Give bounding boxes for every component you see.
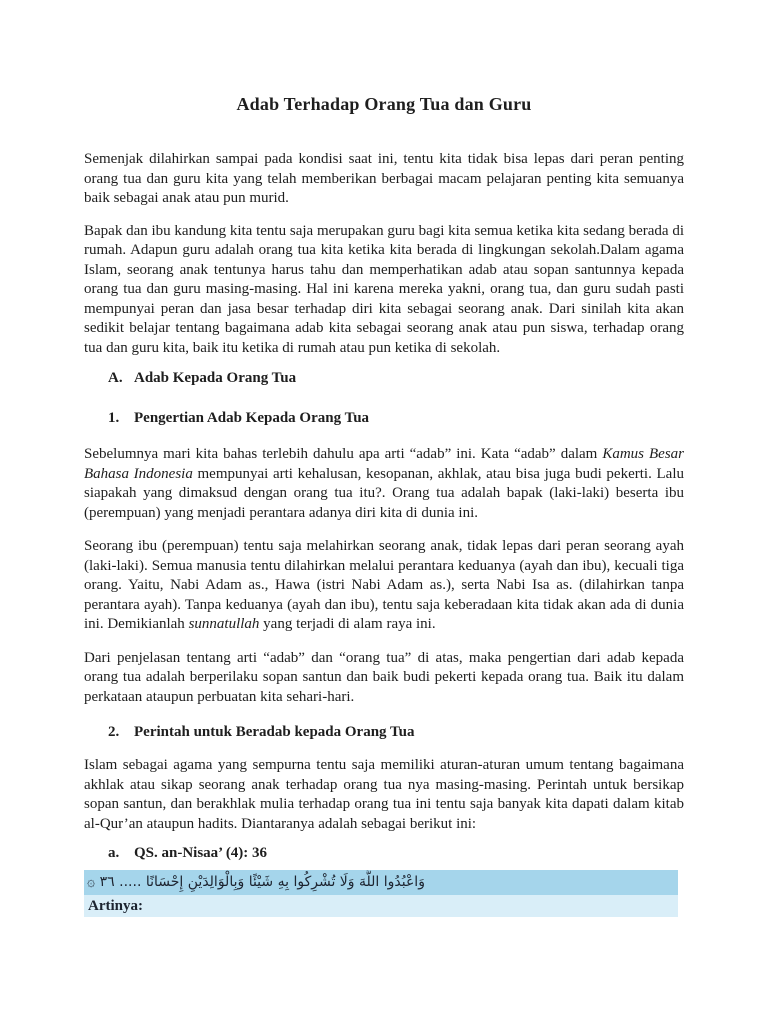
paragraph-conclusion: Dari penjelasan tentang arti “adab” dan “orang tua” di atas, maka pengertian dari adab kepada orang tua adalah berperilaku sopan santun dan baik budi pekerti kepada orang tua. Baik itu dalam perkataan ataupun perbuatan kita sehari-hari. bbox=[84, 649, 684, 705]
heading-sub-2-text: Perintah untuk Beradab kepada Orang Tua bbox=[134, 724, 415, 740]
translation-label: Artinya: bbox=[88, 898, 143, 914]
quran-translation-band bbox=[84, 895, 678, 917]
document-title: Adab Terhadap Orang Tua dan Guru bbox=[236, 94, 532, 114]
heading-section-a-text: Adab Kepada Orang Tua bbox=[134, 370, 297, 386]
heading-sub-2 bbox=[84, 723, 684, 742]
heading-section-a-label: A. bbox=[108, 370, 123, 386]
paragraph-roles: Bapak dan ibu kandung kita tentu saja merupakan guru bagi kita semua ketika kita sedang berada di rumah. Adapun guru adalah orang tua kita ketika kita berada di lingkungan sekolah.Dalam agama Islam, seorang anak tentunya harus tahu dan memperhatikan adab atau sopan santunnya kepada orang tua dan guru masing-masing. Hal ini karena mereka yakni, orang tua, dan guru sudah pasti mempunyai peran dan jasa besar terhadap diri kita sebagai seorang anak. Dari sinilah kita akan sedikit belajar tentang bagaimana adab kita sebagai seorang anak atau pun siswa, terhadap orang tua dan guru kita, baik itu ketika di rumah atau pun ketika di sekolah. bbox=[84, 222, 684, 356]
heading-verse-text: QS. an-Nisaa’ (4): 36 bbox=[134, 845, 268, 861]
heading-verse-label: a. bbox=[108, 845, 120, 861]
heading-verse bbox=[84, 844, 684, 863]
heading-sub-1-label: 1. bbox=[108, 410, 120, 426]
heading-sub-1 bbox=[84, 409, 684, 428]
paragraph-commands: Islam sebagai agama yang sempurna tentu saja memiliki aturan-aturan umum tentang bagaimana akhlak atau sikap seorang anak terhadap orang tua nya masing-masing. Perintah untuk bersikap sopan santun, dan berakhlak mulia terhadap orang tua ini tentu saja banyak kita dapati dalam kitab al-Qur’an ataupun hadits. Diantaranya adalah sebagai berikut ini: bbox=[84, 757, 684, 832]
quran-verse-block bbox=[84, 870, 678, 917]
document-content bbox=[84, 0, 684, 917]
quran-arabic-text: وَاعْبُدُوا اللَّهَ وَلَا تُشْرِكُوا بِهِ شَيْئًا وَبِالْوَالِدَيْنِ إِحْسَانًا ..... ٣٦ ۞ bbox=[87, 874, 425, 890]
paragraph-intro: Semenjak dilahirkan sampai pada kondisi saat ini, tentu kita tidak bisa lepas dari peran penting orang tua dan guru kita yang telah memberikan berbagai macam pelajaran penting kita semuanya baik sebagai anak atau pun murid. bbox=[84, 151, 684, 206]
heading-section-a bbox=[84, 369, 684, 388]
paragraph-parents: Seorang ibu (perempuan) tentu saja melahirkan seorang anak, tidak lepas dari peran seorang ayah (laki-laki). Semua manusia tentu dilahirkan melalui perantara keduanya (ayah dan ibu), kecuali tiga orang. Yaitu, Nabi Adam as., Hawa (istri Nabi Adam as.), serta Nabi Isa as. (dilahirkan tanpa perantara ayah). Tanpa keduanya (ayah dan ibu), tentu saja keberadaan kita tidak akan ada di dunia ini. Demikianlah sunnatullah yang terjadi di alam raya ini. bbox=[84, 538, 684, 632]
quran-arabic-band bbox=[84, 870, 678, 895]
heading-sub-1-text: Pengertian Adab Kepada Orang Tua bbox=[134, 410, 370, 426]
paragraph-definition: Sebelumnya mari kita bahas terlebih dahulu apa arti “adab” ini. Kata “adab” dalam Kamus Besar Bahasa Indonesia mempunyai arti kehalusan, kesopanan, akhlak, atau bisa juga budi pekerti. Lalu siapakah yang dimaksud dengan orang tua itu?. Orang tua adalah bapak (laki-laki) beserta ibu (perempuan) yang menjadi perantara adanya diri kita di dunia ini. bbox=[84, 446, 684, 521]
heading-sub-2-label: 2. bbox=[108, 724, 120, 740]
